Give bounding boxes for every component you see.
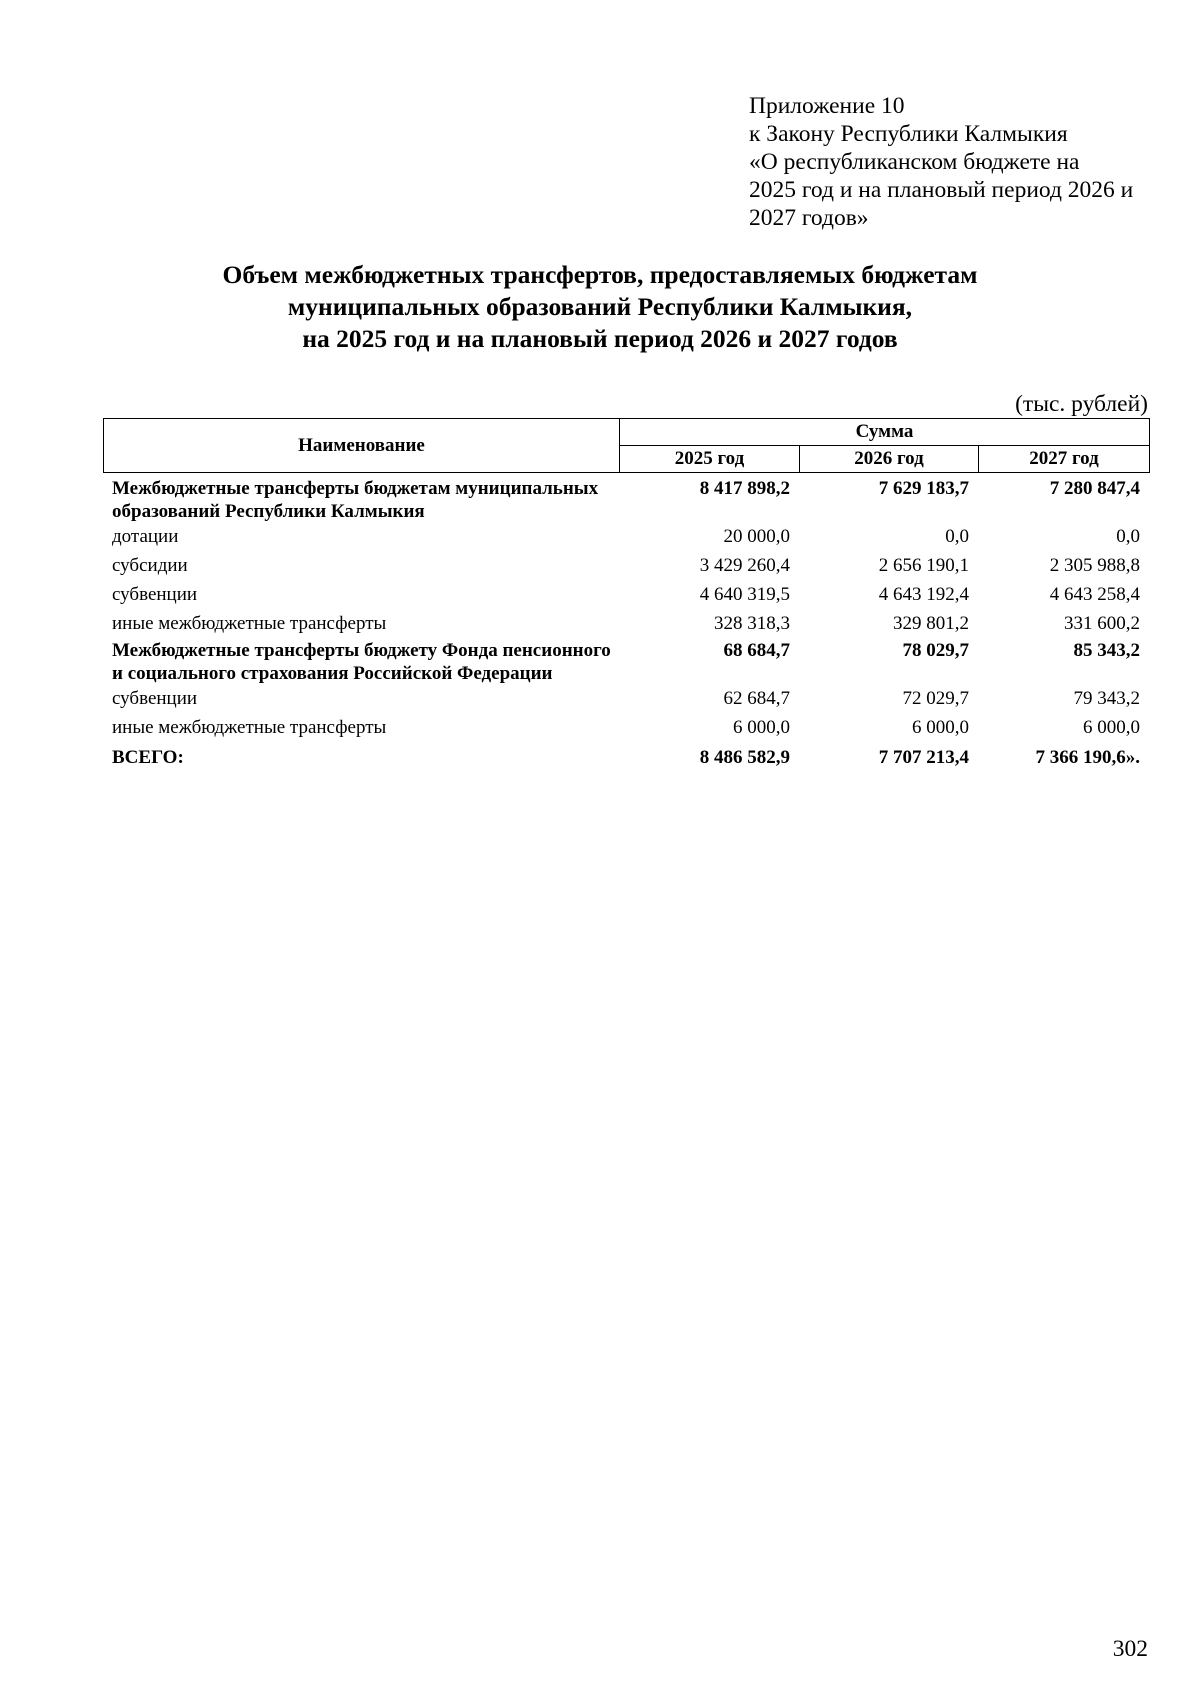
row-value: 2 656 190,1: [878, 555, 969, 576]
row-value: 6 000,0: [1083, 717, 1140, 738]
row-value: 2 305 988,8: [1049, 555, 1140, 576]
row-value: 20 000,0: [723, 526, 790, 547]
header-year: 2026 год: [800, 446, 979, 473]
row-value: 79 343,2: [1073, 688, 1140, 709]
table-header: [103, 418, 1150, 473]
appendix-line: 2025 год и на плановый период 2026 и: [749, 177, 1134, 203]
table-row: [103, 743, 1149, 769]
row-value: 328 318,3: [714, 613, 790, 634]
table-row: [103, 523, 1149, 552]
appendix-line: «О республиканском бюджете на: [749, 149, 1080, 175]
row-label: субсидии: [112, 555, 188, 576]
row-value: 85 343,2: [1073, 640, 1140, 661]
appendix-block: [749, 92, 1169, 232]
table-row: [103, 610, 1149, 639]
row-value: 8 486 582,9: [699, 747, 790, 768]
row-value: 0,0: [945, 526, 969, 547]
row-value: 4 643 258,4: [1049, 584, 1140, 605]
row-label: Межбюджетные трансферты бюджетам муниципальных образований Республики Калмыкия: [112, 478, 599, 522]
row-value: 6 000,0: [912, 717, 969, 738]
units-label: (тыс. рублей): [1015, 391, 1148, 417]
row-label: Межбюджетные трансферты бюджету Фонда пенсионного и социального страхования Российской Федерации: [112, 640, 611, 684]
appendix-line: Приложение 10: [749, 93, 905, 119]
header-name: Наименование: [104, 419, 620, 473]
row-value: 4 640 319,5: [699, 584, 790, 605]
row-value: 7 280 847,4: [1049, 478, 1140, 499]
header-year: 2027 год: [979, 446, 1150, 473]
row-value: 0,0: [1116, 526, 1140, 547]
row-value: 4 643 192,4: [878, 584, 969, 605]
header-sum: Сумма: [620, 419, 1150, 446]
row-value: 331 600,2: [1064, 613, 1140, 634]
row-value: 78 029,7: [902, 640, 969, 661]
row-label: ВСЕГО:: [112, 747, 184, 768]
row-value: 7 707 213,4: [878, 747, 969, 768]
table-body: [103, 477, 1149, 769]
table-row: [103, 714, 1149, 743]
table-row: [103, 685, 1149, 714]
row-label: субвенции: [112, 688, 198, 709]
row-value: 68 684,7: [723, 640, 790, 661]
header-year: 2025 год: [620, 446, 800, 473]
row-label: дотации: [112, 526, 179, 547]
title-line: муниципальных образований Республики Калмыкия,: [287, 292, 913, 321]
row-value: 6 000,0: [733, 717, 790, 738]
table-row: [103, 552, 1149, 581]
row-value: 62 684,7: [723, 688, 790, 709]
appendix-line: 2027 годов»: [749, 205, 869, 231]
row-label: субвенции: [112, 584, 198, 605]
data-table: [103, 477, 1149, 769]
row-value: 8 417 898,2: [699, 478, 790, 499]
title-line: Объем межбюджетных трансфертов, предоставляемых бюджетам: [222, 260, 978, 289]
row-label: иные межбюджетные трансферты: [112, 717, 387, 738]
row-value: 7 366 190,6».: [1035, 747, 1140, 768]
row-label: иные межбюджетные трансферты: [112, 613, 387, 634]
row-value: 7 629 183,7: [878, 478, 969, 499]
row-value: 72 029,7: [902, 688, 969, 709]
row-value: 3 429 260,4: [699, 555, 790, 576]
document-title: [100, 259, 1100, 355]
page-number: 302: [1112, 1636, 1148, 1662]
table-row: [103, 639, 1149, 685]
row-value: 329 801,2: [893, 613, 969, 634]
table-row: [103, 477, 1149, 523]
appendix-line: к Закону Республики Калмыкия: [749, 121, 1068, 147]
table-row: [103, 581, 1149, 610]
title-line: на 2025 год и на плановый период 2026 и 2027 годов: [302, 324, 898, 353]
